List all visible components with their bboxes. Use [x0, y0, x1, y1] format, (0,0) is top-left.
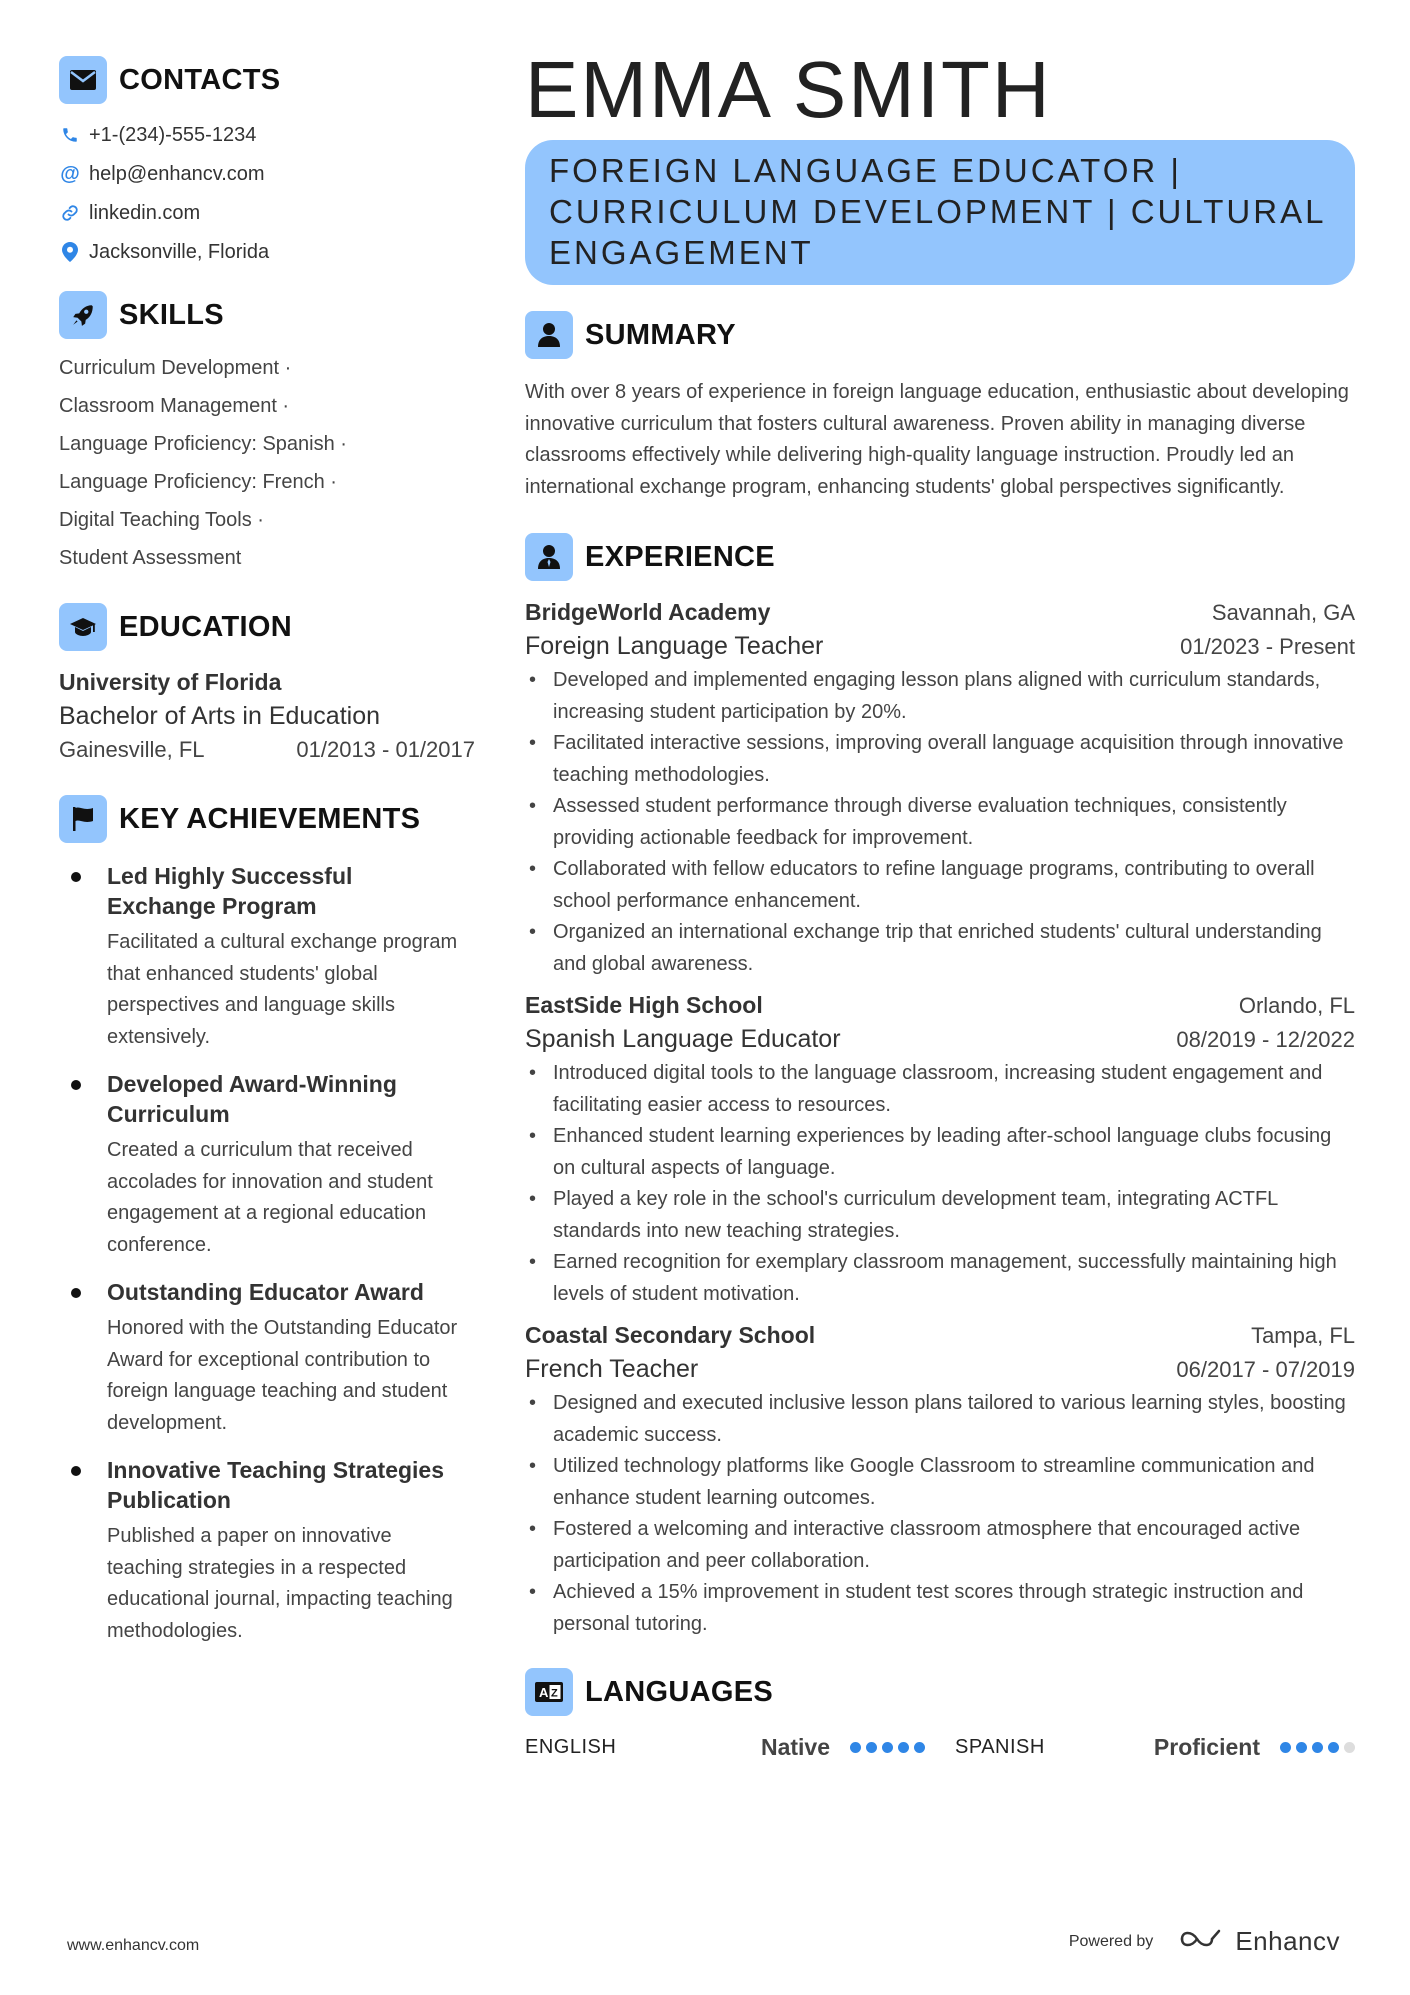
job-dates: 01/2023 - Present: [1180, 634, 1355, 659]
job-dates: 06/2017 - 07/2019: [1176, 1357, 1355, 1382]
email-text: help@enhancv.com: [89, 162, 265, 185]
language-rating: [1280, 1742, 1355, 1753]
summary-header: [525, 311, 1355, 359]
skills-title: SKILLS: [119, 298, 224, 331]
education-title: EDUCATION: [119, 610, 292, 643]
contact-linkedin[interactable]: [59, 200, 479, 226]
rating-dot-filled: [866, 1742, 877, 1753]
languages-header: [525, 1668, 1355, 1716]
job-location: Savannah, GA: [1211, 600, 1355, 625]
rating-dot-filled: [1280, 1742, 1291, 1753]
link-icon: [59, 202, 81, 224]
achievement-item: [59, 1277, 479, 1439]
skill-item: Language Proficiency: French ·: [59, 471, 337, 493]
summary-title: SUMMARY: [585, 318, 736, 351]
skill-item: Curriculum Development ·: [59, 357, 292, 379]
education-school: University of Florida: [59, 669, 282, 695]
enhancv-logo-icon: [1179, 1927, 1225, 1956]
languages-list: [525, 1734, 1355, 1761]
job-bullet: • Organized an international exchange trip that enriched students' cultural understanding and global awareness.: [553, 917, 1355, 980]
job-bullet: • Collaborated with fellow educators to refine language programs, contributing to overall school performance enhancement.: [553, 854, 1355, 917]
location-text: Jacksonville, Florida: [89, 240, 270, 263]
rating-dot-filled: [1328, 1742, 1339, 1753]
language-item: [525, 1734, 925, 1761]
rating-dot-filled: [898, 1742, 909, 1753]
right-column: [525, 45, 1355, 1761]
left-column: [59, 56, 479, 1663]
job-bullet: • Assessed student performance through diverse evaluation techniques, consistently providing actionable feedback for improvement.: [553, 791, 1355, 854]
achievement-desc: Facilitated a cultural exchange program that enhanced students' global perspectives and language skills extensively.: [107, 931, 458, 1048]
candidate-name: EMMA SMITH: [525, 45, 1052, 134]
rating-dot-filled: [882, 1742, 893, 1753]
job-bullet: • Introduced digital tools to the language classroom, increasing student engagement and facilitating easier access to resources.: [553, 1058, 1355, 1121]
skill-item: Digital Teaching Tools ·: [59, 509, 264, 531]
education-location: Gainesville, FL: [59, 737, 205, 762]
brand-name: Enhancv: [1235, 1926, 1340, 1956]
contact-phone[interactable]: [59, 122, 479, 148]
contact-location: [59, 239, 479, 265]
footer-branding[interactable]: [1069, 1926, 1340, 1957]
achievement-desc: Created a curriculum that received accolades for innovation and student engagement at a regional education conference.: [107, 1139, 433, 1256]
language-item: [955, 1734, 1355, 1761]
user-icon: [525, 311, 573, 359]
linkedin-text: linkedin.com: [89, 201, 201, 224]
languages-title: LANGUAGES: [585, 1675, 773, 1708]
bullet-dot: [59, 1455, 107, 1647]
job-title: French Teacher: [525, 1355, 699, 1383]
svg-text:A: A: [539, 1685, 549, 1700]
education-header: [59, 603, 479, 651]
education-degree: Bachelor of Arts in Education: [59, 702, 381, 730]
job-bullet: • Developed and implemented engaging lesson plans aligned with curriculum standards, increasing student participation by 20%.: [553, 665, 1355, 728]
achievement-item: [59, 1069, 479, 1261]
language-name: ENGLISH: [525, 1736, 617, 1758]
language-level: Proficient: [1153, 1734, 1260, 1760]
job-location: Orlando, FL: [1238, 993, 1355, 1018]
achievement-title: Outstanding Educator Award: [107, 1279, 424, 1305]
job-company: Coastal Secondary School: [525, 1322, 816, 1348]
location-pin-icon: [59, 241, 81, 263]
headline-banner: FOREIGN LANGUAGE EDUCATOR | CURRICULUM DEVELOPMENT | CULTURAL ENGAGEMENT: [525, 140, 1355, 285]
achievements-header: [59, 795, 479, 843]
job-bullet: • Designed and executed inclusive lesson plans tailored to various learning styles, boosting academic success.: [553, 1388, 1355, 1451]
contacts-header: [59, 56, 479, 104]
phone-icon: [59, 124, 81, 146]
language-name: SPANISH: [955, 1736, 1045, 1758]
achievements-title: KEY ACHIEVEMENTS: [119, 802, 421, 835]
job-bullet: • Enhanced student learning experiences by leading after-school language clubs focusing on cultural aspects of language.: [553, 1121, 1355, 1184]
skill-item: Student Assessment: [59, 547, 242, 569]
job-bullet: • Utilized technology platforms like Google Classroom to streamline communication and enhance student learning outcomes.: [553, 1451, 1355, 1514]
education-dates: 01/2013 - 01/2017: [296, 737, 475, 762]
powered-by-label: Powered by: [1068, 1932, 1154, 1950]
achievement-title: Led Highly Successful Exchange Program: [107, 863, 353, 919]
job-title: Foreign Language Teacher: [525, 632, 824, 660]
business-person-icon: [525, 533, 573, 581]
footer-website[interactable]: www.enhancv.com: [67, 1937, 200, 1954]
job-entry: [525, 599, 1355, 980]
language-level: Native: [760, 1734, 830, 1760]
language-rating: [850, 1742, 925, 1753]
job-bullet: • Fostered a welcoming and interactive classroom atmosphere that encouraged active participation and peer collaboration.: [553, 1514, 1355, 1577]
rocket-icon: [59, 291, 107, 339]
job-title: Spanish Language Educator: [525, 1025, 841, 1053]
rating-dot-empty: [1344, 1742, 1355, 1753]
job-bullet: • Earned recognition for exemplary classroom management, successfully maintaining high levels of student motivation.: [553, 1247, 1355, 1310]
job-location: Tampa, FL: [1251, 1323, 1355, 1348]
envelope-icon: [59, 56, 107, 104]
job-company: BridgeWorld Academy: [525, 599, 771, 625]
graduation-cap-icon: [59, 603, 107, 651]
summary-text: With over 8 years of experience in foreign language education, enthusiastic about developing innovative curriculum that fosters cultural awareness. Proven ability in managing diverse classrooms effectively while delivering high-quality language instruction. Proudly led an international exchange program, enhancing students' global perspectives significantly.: [525, 381, 1349, 498]
job-bullet: • Played a key role in the school's curriculum development team, integrating ACTFL standards into new teaching strategies.: [553, 1184, 1355, 1247]
skill-item: Language Proficiency: Spanish ·: [59, 433, 347, 455]
skills-header: [59, 291, 479, 339]
achievement-title: Innovative Teaching Strategies Publication: [107, 1457, 445, 1513]
contact-email[interactable]: [59, 161, 479, 187]
job-entry: [525, 1322, 1355, 1640]
experience-title: EXPERIENCE: [585, 540, 775, 573]
achievement-item: [59, 1455, 479, 1647]
experience-header: [525, 533, 1355, 581]
skill-item: Classroom Management ·: [59, 395, 290, 417]
job-entry: [525, 992, 1355, 1310]
contacts-title: CONTACTS: [119, 63, 281, 96]
bullet-dot: [59, 1069, 107, 1261]
job-company: EastSide High School: [525, 992, 763, 1018]
rating-dot-filled: [914, 1742, 925, 1753]
job-bullet: • Achieved a 15% improvement in student test scores through strategic instruction and personal tutoring.: [553, 1577, 1355, 1640]
bullet-dot: [59, 861, 107, 1053]
phone-text: +1-(234)-555-1234: [89, 123, 257, 146]
svg-text:Z: Z: [551, 1687, 558, 1700]
at-sign-icon: @: [60, 162, 80, 185]
bullet-dot: [59, 1277, 107, 1439]
achievement-desc: Published a paper on innovative teaching strategies in a respected educational journal, impacting teaching methodologies.: [107, 1525, 453, 1642]
translate-icon: [525, 1668, 573, 1716]
job-bullet: • Facilitated interactive sessions, improving overall language acquisition through innovative teaching methodologies.: [553, 728, 1355, 791]
job-dates: 08/2019 - 12/2022: [1176, 1027, 1355, 1052]
achievement-item: [59, 861, 479, 1053]
achievement-title: Developed Award-Winning Curriculum: [107, 1071, 397, 1127]
flag-icon: [59, 795, 107, 843]
rating-dot-filled: [1296, 1742, 1307, 1753]
achievement-desc: Honored with the Outstanding Educator Award for exceptional contribution to foreign language teaching and student development.: [107, 1317, 458, 1434]
rating-dot-filled: [1312, 1742, 1323, 1753]
rating-dot-filled: [850, 1742, 861, 1753]
